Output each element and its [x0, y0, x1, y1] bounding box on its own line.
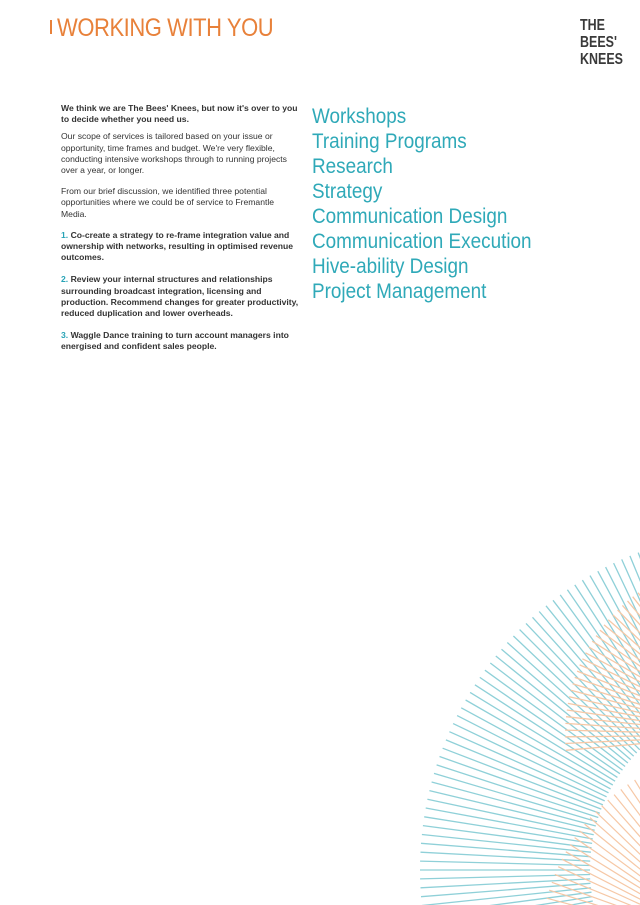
ray-line: [437, 765, 599, 818]
service-item: Strategy: [312, 180, 383, 203]
bees-knees-logo: [580, 17, 627, 68]
intro-lead: We think we are The Bees' Knees, but now it's over to you to decide whether you need us.: [61, 103, 298, 125]
service-item: Communication Design: [312, 205, 508, 228]
service-item: Communication Execution: [312, 230, 532, 253]
services-list: [312, 104, 532, 304]
opportunity-item: [61, 230, 299, 264]
title-accent-bar: [50, 20, 52, 34]
service-item: Research: [312, 155, 393, 178]
opportunity-text: Review your internal structures and relationships surrounding broadcast integration, licensing and production. Recommend changes for greater productivity, reduced duplication and lower overheads.: [61, 274, 299, 319]
intro-discussion: From our brief discussion, we identified three potential opportunities where we could be of service to Fremantle Media.: [61, 186, 275, 219]
opportunity-number: 1.: [61, 229, 69, 240]
logo-line-3: KNEES: [580, 51, 623, 68]
logo-line-2: BEES': [580, 34, 617, 51]
page-title: WORKING WITH YOU: [57, 14, 274, 42]
logo-line-1: THE: [580, 17, 605, 34]
ray-line: [420, 861, 590, 865]
opportunity-text: Co-create a strategy to re-frame integration value and ownership with networks, resulting in optimised revenue outcomes.: [61, 229, 294, 263]
intro-scope: Our scope of services is tailored based on your issue or opportunity, time frames and budget. We're very flexible, conducting intensive workshops through to running projects over a year, or longer.: [61, 131, 287, 176]
ray-line: [440, 757, 600, 814]
opportunity-number: 3.: [61, 330, 69, 341]
teal-ray-burst: [420, 530, 640, 905]
opportunity-number: 2.: [61, 274, 69, 285]
service-item: Project Management: [312, 280, 487, 303]
intro-column: [61, 103, 299, 364]
service-item: Workshops: [312, 105, 407, 128]
ray-line: [565, 736, 640, 737]
opportunity-item: [61, 330, 299, 352]
service-item: Training Programs: [312, 130, 467, 153]
ray-line: [614, 795, 640, 865]
ray-line: [421, 852, 591, 861]
ray-line: [585, 824, 640, 881]
opportunity-text: Waggle Dance training to turn account managers into energised and confident sales people.: [61, 330, 289, 352]
ray-line: [432, 782, 596, 826]
service-item: Hive-ability Design: [312, 255, 469, 278]
ray-line: [424, 817, 592, 844]
opportunity-item: [61, 274, 299, 319]
